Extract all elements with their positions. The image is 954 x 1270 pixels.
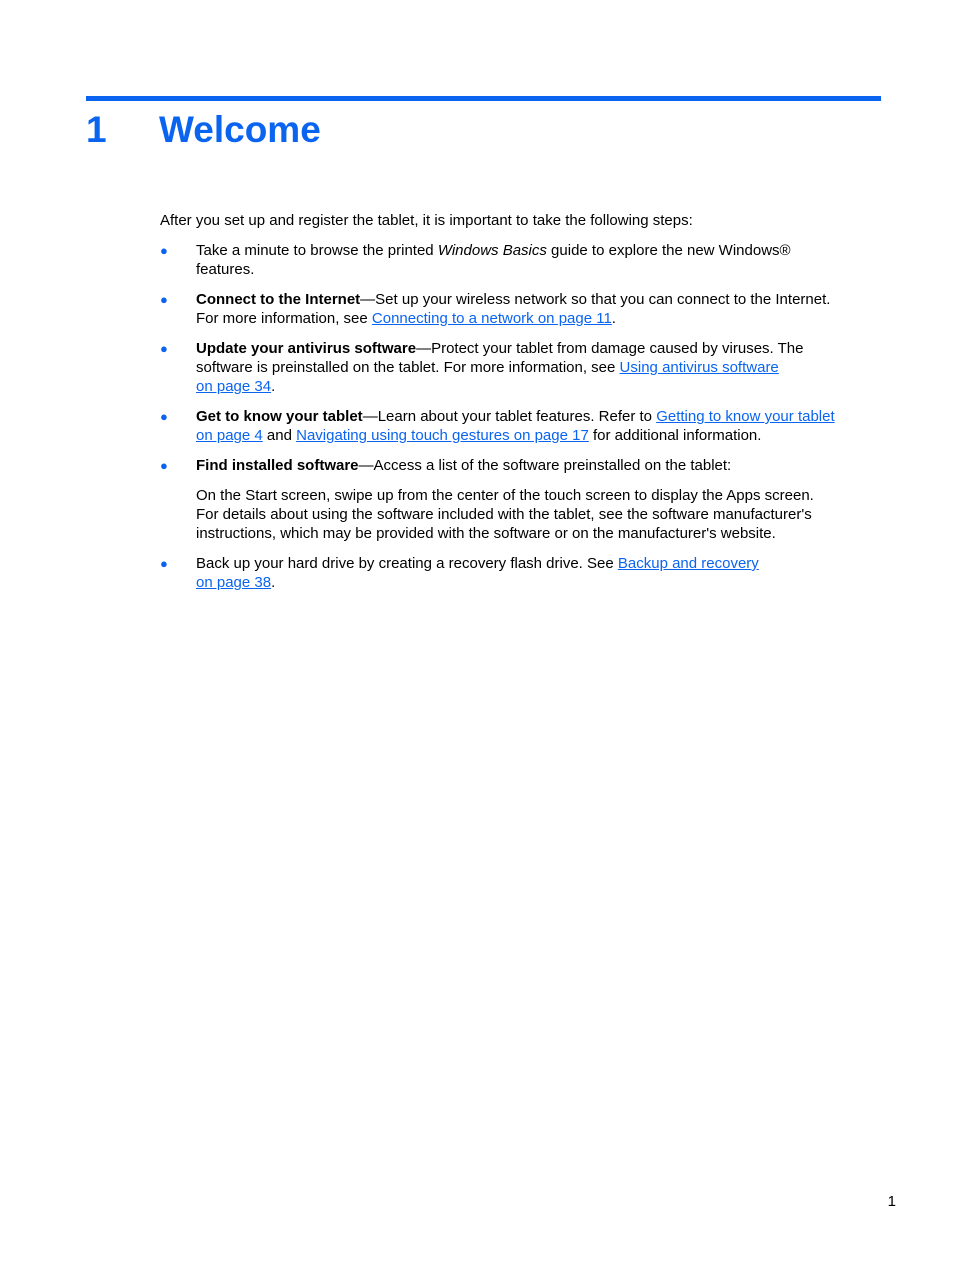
- item-text-part: —Access a list of the software preinstalled on the tablet:: [358, 457, 732, 474]
- item-text-part: Back up your hard drive by creating a recovery flash drive. See: [196, 555, 618, 572]
- item-text-part: and: [262, 427, 297, 444]
- bullet-icon: ●: [160, 341, 168, 356]
- list-item: [160, 241, 885, 279]
- sub-paragraph: [196, 486, 885, 543]
- bullet-icon: ●: [160, 292, 168, 307]
- intro-paragraph: After you set up and register the tablet, it is important to take the following steps:: [160, 212, 693, 229]
- item-heading: Connect to the Internet: [196, 291, 361, 308]
- chapter-number: 1: [86, 109, 107, 150]
- item-heading: Get to know your tablet: [196, 408, 363, 425]
- bullet-icon: ●: [160, 409, 168, 424]
- item-text-part: For more information, see: [196, 310, 372, 327]
- bullet-icon: ●: [160, 556, 168, 571]
- item-text: [196, 407, 885, 445]
- chapter-rule: [86, 96, 881, 101]
- link-navigating-touch-gestures[interactable]: Navigating using touch gestures on page 17: [296, 427, 589, 444]
- page-number: 1: [887, 1193, 896, 1210]
- list-item: [160, 456, 885, 543]
- item-text-part: Take a minute to browse the printed: [196, 242, 438, 259]
- sub-paragraph-line: instructions, which may be provided with the software or on the manufacturer's website.: [196, 525, 776, 542]
- item-text-part: for additional information.: [588, 427, 762, 444]
- link-backup-and-recovery[interactable]: Backup and recovery: [617, 555, 759, 572]
- link-getting-to-know-tablet[interactable]: Getting to know your tablet: [656, 408, 835, 425]
- item-text: [196, 554, 885, 592]
- item-text: [196, 456, 885, 475]
- chapter-content: [160, 211, 885, 603]
- list-item: [160, 290, 885, 328]
- emphasis-text: Windows Basics: [437, 242, 547, 259]
- link-connecting-to-network[interactable]: Connecting to a network on page 11: [371, 310, 612, 327]
- list-item: [160, 339, 885, 396]
- item-text-part: .: [611, 310, 616, 327]
- sub-paragraph-line: On the Start screen, swipe up from the center of the touch screen to display the Apps screen.: [196, 487, 814, 504]
- link-using-antivirus-software-page[interactable]: on page 34: [196, 378, 272, 395]
- bullet-icon: ●: [160, 243, 168, 258]
- link-backup-and-recovery-page[interactable]: on page 38: [196, 574, 272, 591]
- list-item: [160, 407, 885, 445]
- item-text: [196, 290, 885, 328]
- link-getting-to-know-tablet-page[interactable]: on page 4: [196, 427, 263, 444]
- link-using-antivirus-software[interactable]: Using antivirus software: [619, 359, 779, 376]
- item-heading: Find installed software: [196, 457, 359, 474]
- item-text-part: .: [271, 574, 276, 591]
- item-text-part: guide to explore the new Windows®: [546, 242, 791, 259]
- item-text-part: software is preinstalled on the tablet. For more information, see: [196, 359, 620, 376]
- item-text-part: —Protect your tablet from damage caused by viruses. The: [416, 340, 804, 357]
- sub-paragraph-line: For details about using the software included with the tablet, see the software manufacturer's: [196, 506, 812, 523]
- chapter-title: Welcome: [159, 109, 321, 150]
- item-text: [196, 241, 885, 279]
- item-text-part: —Set up your wireless network so that you can connect to the Internet.: [360, 291, 831, 308]
- steps-list: [160, 241, 885, 592]
- item-text-part: .: [271, 378, 276, 395]
- item-heading: Update your antivirus software: [196, 340, 417, 357]
- item-text-part: —Learn about your tablet features. Refer to: [362, 408, 657, 425]
- item-text: [196, 339, 885, 396]
- bullet-icon: ●: [160, 458, 168, 473]
- list-item: [160, 554, 885, 592]
- item-text-part: features.: [196, 261, 255, 278]
